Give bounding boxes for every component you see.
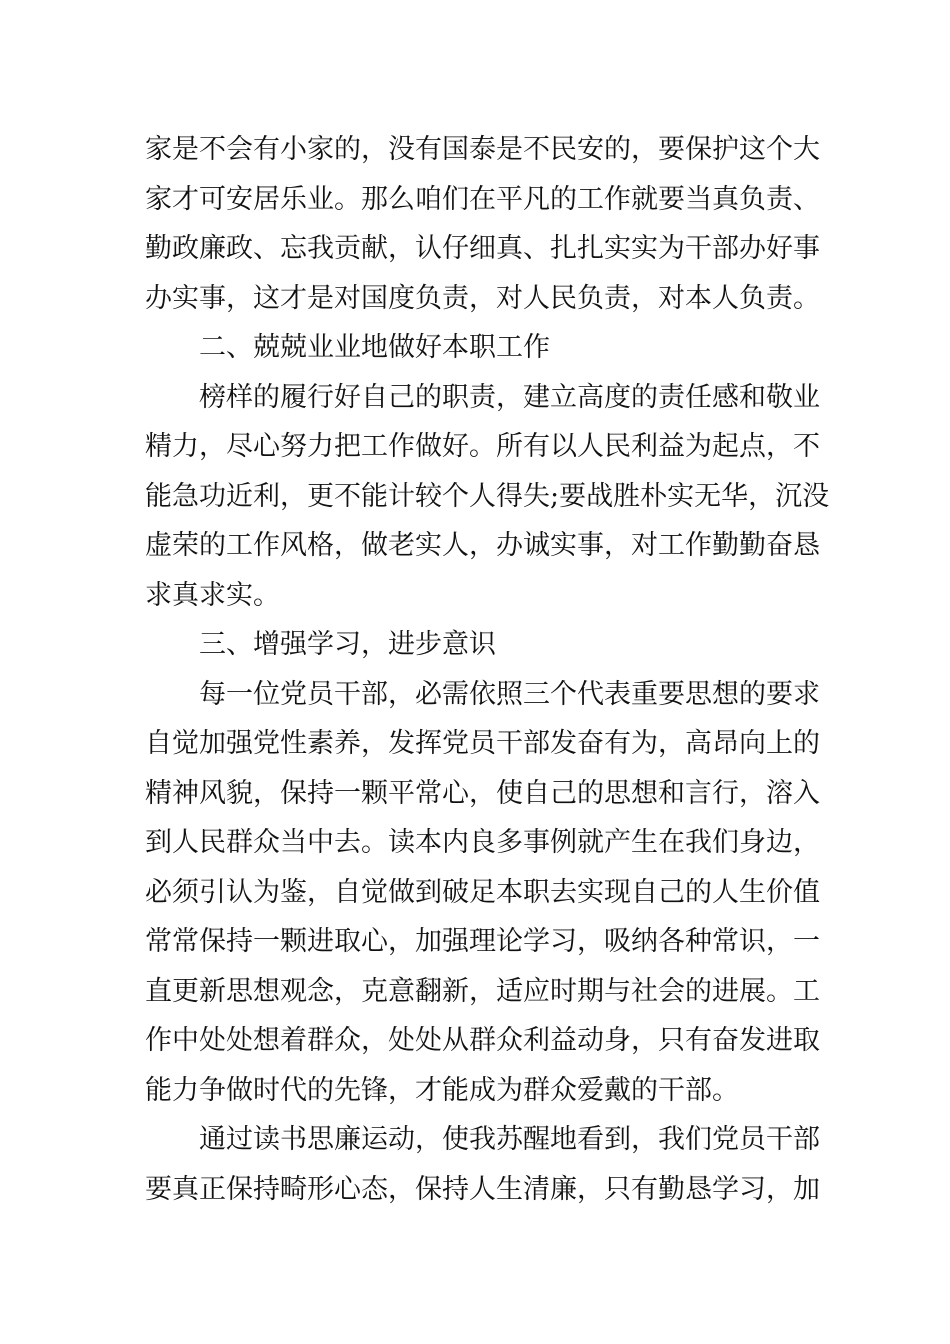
body-line: 必须引认为鉴，自觉做到破足本职去实现自己的人生价值 [145, 876, 820, 908]
body-line: 到人民群众当中去。读本内良多事例就产生在我们身边， [145, 827, 820, 858]
body-line: 办实事，这才是对国度负责，对人民负责，对本人负责。 [145, 282, 820, 314]
body-line: 能力争做时代的先锋，才能成为群众爱戴的干部。 [145, 1074, 739, 1106]
body-line: 家才可安居乐业。那么咱们在平凡的工作就要当真负责、 [145, 183, 820, 215]
body-line: 能急功近利，更不能计较个人得失;要战胜朴实无华，沉没 [145, 480, 830, 512]
body-line: 自觉加强党性素养，发挥党员干部发奋有为，高昂向上的 [145, 728, 820, 759]
section-heading: 三、增强学习，进步意识 [199, 629, 496, 660]
body-line: 精神风貌，保持一颗平常心，使自己的思想和言行，溶入 [145, 777, 820, 809]
body-line: 榜样的履行好自己的职责，建立高度的责任感和敬业 [199, 381, 820, 413]
body-line: 直更新思想观念，克意翻新，适应时期与社会的进展。工 [145, 975, 820, 1007]
body-line: 精力，尽心努力把工作做好。所有以人民利益为起点，不 [145, 431, 820, 462]
body-line: 勤政廉政、忘我贡献，认仔细真、扎扎实实为干部办好事 [145, 233, 820, 264]
body-line: 虚荣的工作风格，做老实人，办诚实事，对工作勤勤奋恳 [145, 530, 820, 561]
body-line: 要真正保持畸形心态，保持人生清廉，只有勤恳学习，加 [145, 1173, 820, 1205]
body-line: 每一位党员干部，必需依照三个代表重要思想的要求 [199, 678, 820, 710]
document-body [145, 125, 830, 1214]
body-line: 求真求实。 [145, 579, 280, 611]
body-line: 家是不会有小家的，没有国泰是不民安的，要保护这个大 [145, 134, 820, 165]
body-line: 作中处处想着群众，处处从群众利益动身，只有奋发进取 [145, 1025, 820, 1056]
body-line: 常常保持一颗进取心，加强理论学习，吸纳各种常识，一 [145, 926, 820, 957]
section-heading: 二、兢兢业业地做好本职工作 [199, 332, 550, 363]
body-line: 通过读书思廉运动，使我苏醒地看到，我们党员干部 [199, 1124, 820, 1155]
